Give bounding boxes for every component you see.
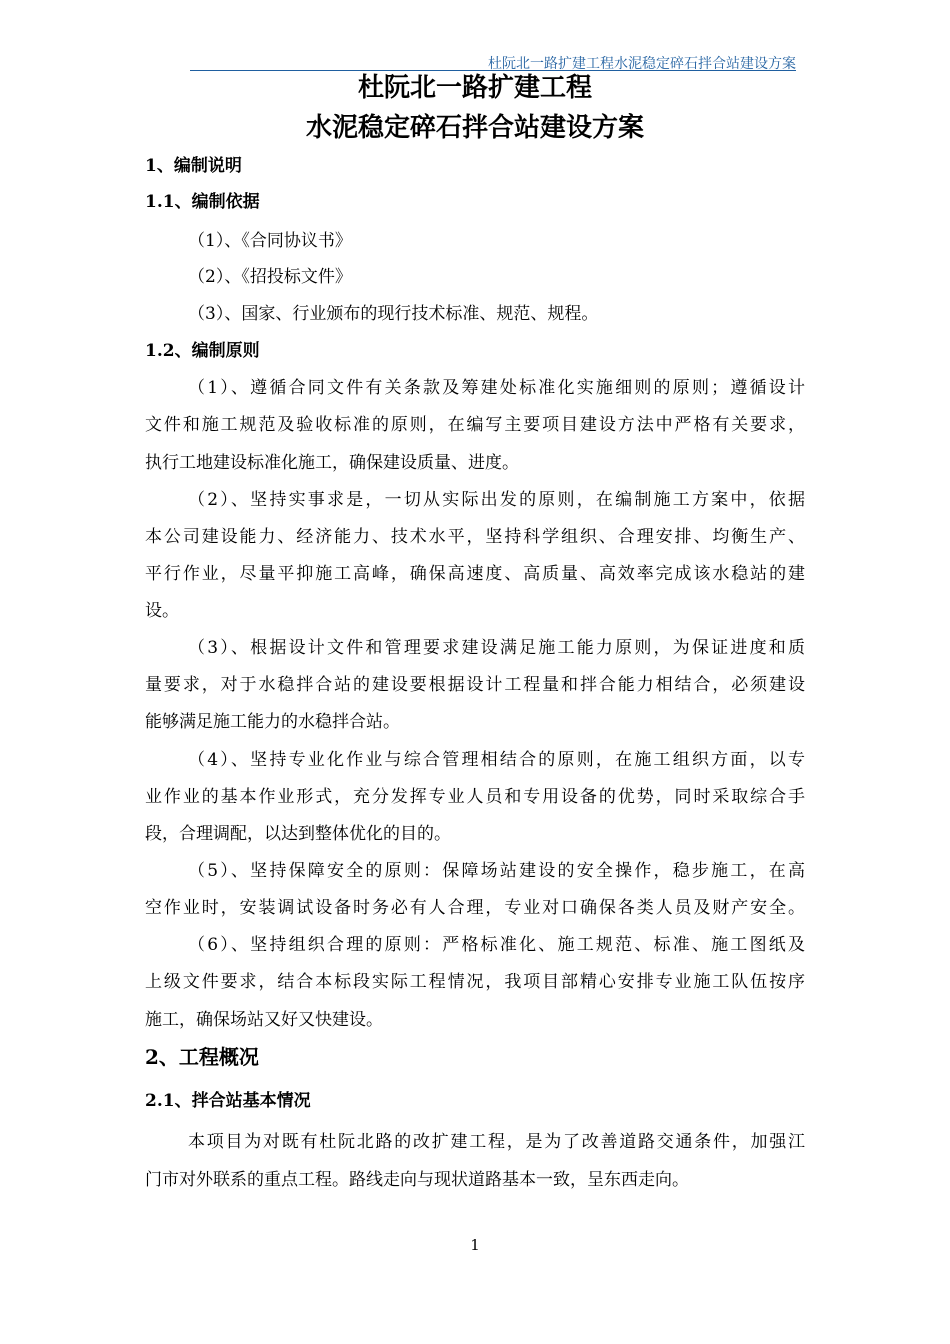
running-header: 杜阮北一路扩建工程水泥稳定碎石拌合站建设方案 — [488, 56, 796, 72]
principle-3-line: 能够满足施工能力的水稳拌合站。 — [145, 712, 400, 732]
principle-6-line: 施工，确保场站又好又快建设。 — [145, 1010, 383, 1030]
principle-5-line: 空作业时，安装调试设备时务必有人合理，专业对口确保各类人员及财产安全。 — [145, 898, 805, 918]
principle-1-line: 执行工地建设标准化施工，确保建设质量、进度。 — [145, 453, 519, 473]
principle-3-line: 量要求，对于水稳拌合站的建设要根据设计工程量和拌合能力相结合，必须建设 — [145, 675, 805, 695]
header-rule — [190, 70, 796, 71]
overview-line: 门市对外联系的重点工程。路线走向与现状道路基本一致，呈东西走向。 — [145, 1170, 689, 1190]
basis-item-2: （2）、《招投标文件》 — [188, 267, 352, 287]
principle-4-line: 段，合理调配，以达到整体优化的目的。 — [145, 824, 451, 844]
principle-4-line: 业作业的基本作业形式，充分发挥专业人员和专用设备的优势，同时采取综合手 — [145, 787, 805, 807]
principle-4-line: （4）、坚持专业化作业与综合管理相结合的原则，在施工组织方面，以专 — [188, 750, 805, 770]
principle-6-line: （6）、坚持组织合理的原则：严格标准化、施工规范、标准、施工图纸及 — [188, 935, 805, 955]
principle-2-line: 本公司建设能力、经济能力、技术水平，坚持科学组织、合理安排、均衡生产、 — [145, 527, 805, 547]
principle-2-line: 平行作业，尽量平抑施工高峰，确保高速度、高质量、高效率完成该水稳站的建 — [145, 564, 805, 584]
principle-1-line: 文件和施工规范及验收标准的原则，在编写主要项目建设方法中严格有关要求， — [145, 415, 805, 435]
document-title-line1: 杜阮北一路扩建工程 — [357, 73, 592, 103]
principle-2-line: 设。 — [145, 601, 179, 621]
basis-item-3: （3）、国家、行业颁布的现行技术标准、规范、规程。 — [188, 304, 599, 324]
principle-6-line: 上级文件要求，结合本标段实际工程情况，我项目部精心安排专业施工队伍按序 — [145, 972, 805, 992]
section-2-1-heading: 2.1、拌合站基本情况 — [145, 1091, 311, 1111]
section-1-2-heading: 1.2、编制原则 — [145, 341, 260, 361]
principle-3-line: （3）、根据设计文件和管理要求建设满足施工能力原则，为保证进度和质 — [188, 638, 805, 658]
principle-1-line: （1）、遵循合同文件有关条款及筹建处标准化实施细则的原则；遵循设计 — [188, 378, 805, 398]
document-title-line2: 水泥稳定碎石拌合站建设方案 — [305, 113, 644, 143]
page-number: 1 — [470, 1236, 480, 1254]
principle-2-line: （2）、坚持实事求是，一切从实际出发的原则，在编制施工方案中，依据 — [188, 490, 805, 510]
section-1-1-heading: 1.1、编制依据 — [145, 192, 260, 212]
section-2-heading: 2、工程概况 — [145, 1045, 259, 1069]
overview-line: 本项目为对既有杜阮北路的改扩建工程，是为了改善道路交通条件，加强江 — [188, 1132, 805, 1152]
principle-5-line: （5）、坚持保障安全的原则：保障场站建设的安全操作，稳步施工，在高 — [188, 861, 805, 881]
section-1-heading: 1、编制说明 — [145, 156, 242, 176]
basis-item-1: （1）、《合同协议书》 — [188, 231, 352, 251]
